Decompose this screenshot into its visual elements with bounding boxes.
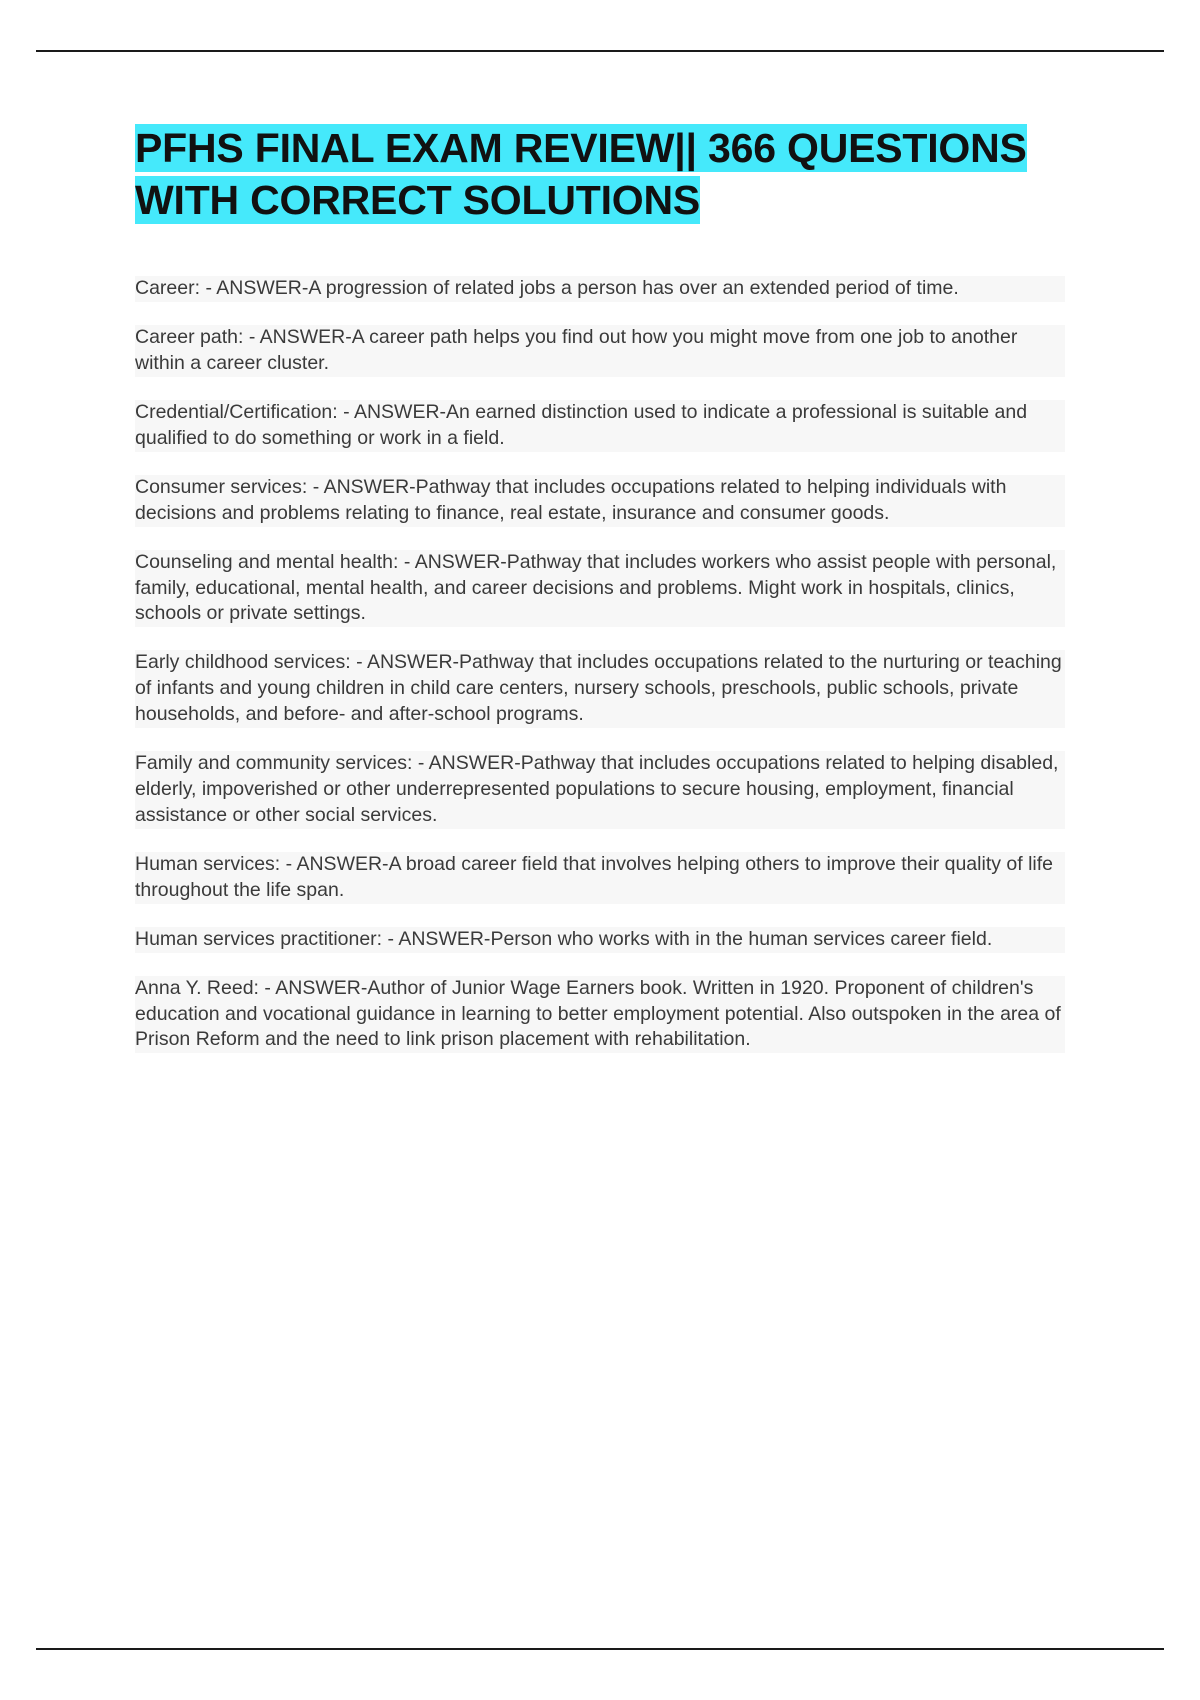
qa-separator: - ANSWER-: [337, 400, 447, 423]
qa-answer: An earned distinction used to indicate a professional is suitable and qualified to do something or work in a field.: [135, 400, 1028, 449]
qa-answer: A career path helps you find out how you might move from one job to another within a career cluster.: [135, 326, 1018, 374]
qa-entry: [135, 976, 1065, 1054]
qa-entry: [135, 751, 1065, 829]
qa-term: Early childhood services:: [135, 651, 351, 674]
qa-term: Counseling and mental health:: [135, 550, 399, 573]
qa-answer: A progression of related jobs a person has over an extended period of time.: [308, 277, 959, 300]
qa-term: Human services practitioner:: [135, 927, 383, 950]
qa-term: Career path:: [135, 326, 244, 349]
qa-term: Credential/Certification:: [135, 400, 338, 423]
qa-entry: [135, 400, 1065, 452]
qa-separator: - ANSWER-: [307, 475, 416, 498]
qa-answer: Author of Junior Wage Earners book. Written in 1920. Proponent of children's education and vocational guidance in learning to better employment potential. Also outspoken in the area of Prison Reform and the need to link prison placement with rehabilitation.: [135, 976, 1061, 1051]
qa-entry: [135, 650, 1065, 728]
qa-term: Consumer services:: [135, 475, 308, 498]
qa-entry: [135, 852, 1065, 904]
header-divider: [36, 50, 1164, 52]
qa-entry: [135, 325, 1065, 377]
qa-list: [135, 276, 1065, 1053]
document-content: [135, 122, 1065, 1053]
qa-answer: Pathway that includes occupations related to the nurturing or teaching of infants and young children in child care centers, nursery schools, preschools, public schools, private households, and before- and after-school programs.: [135, 651, 1062, 726]
qa-answer: Pathway that includes occupations related to helping disabled, elderly, impoverished or other underrepresented populations to secure housing, employment, financial assistance or other social services.: [135, 752, 1059, 826]
qa-answer: A broad career field that involves helping others to improve their quality of life throughout the life span.: [135, 852, 1054, 901]
qa-answer: Person who works with in the human services career field.: [490, 927, 993, 950]
qa-separator: - ANSWER-: [243, 326, 352, 349]
qa-answer: Pathway that includes occupations related to helping individuals with decisions and problems relating to finance, real estate, insurance and consumer goods.: [135, 475, 1007, 524]
qa-separator: - ANSWER-: [398, 550, 507, 573]
qa-separator: - ANSWER-: [258, 976, 368, 999]
qa-entry: [135, 927, 1065, 953]
qa-entry: [135, 276, 1065, 302]
footer-divider: [36, 1648, 1164, 1650]
page-title-text: PFHS FINAL EXAM REVIEW|| 366 QUESTIONS WITH CORRECT SOLUTIONS: [135, 125, 1027, 224]
page-title: [135, 122, 1065, 226]
qa-entry: [135, 550, 1065, 628]
qa-separator: - ANSWER-: [280, 852, 389, 875]
qa-term: Family and community services:: [135, 752, 413, 775]
qa-separator: - ANSWER-: [412, 752, 521, 775]
qa-answer: Pathway that includes workers who assist people with personal, family, educational, mental health, and career decisions and problems. Might work in hospitals, clinics, schools or private settings.: [135, 550, 1057, 625]
qa-separator: - ANSWER-: [200, 277, 309, 300]
qa-separator: - ANSWER-: [382, 927, 491, 950]
qa-term: Career:: [135, 277, 201, 300]
qa-entry: [135, 475, 1065, 527]
qa-separator: - ANSWER-: [350, 651, 460, 674]
document-page: [36, 0, 1164, 1700]
qa-term: Anna Y. Reed:: [135, 976, 259, 999]
qa-term: Human services:: [135, 852, 281, 875]
